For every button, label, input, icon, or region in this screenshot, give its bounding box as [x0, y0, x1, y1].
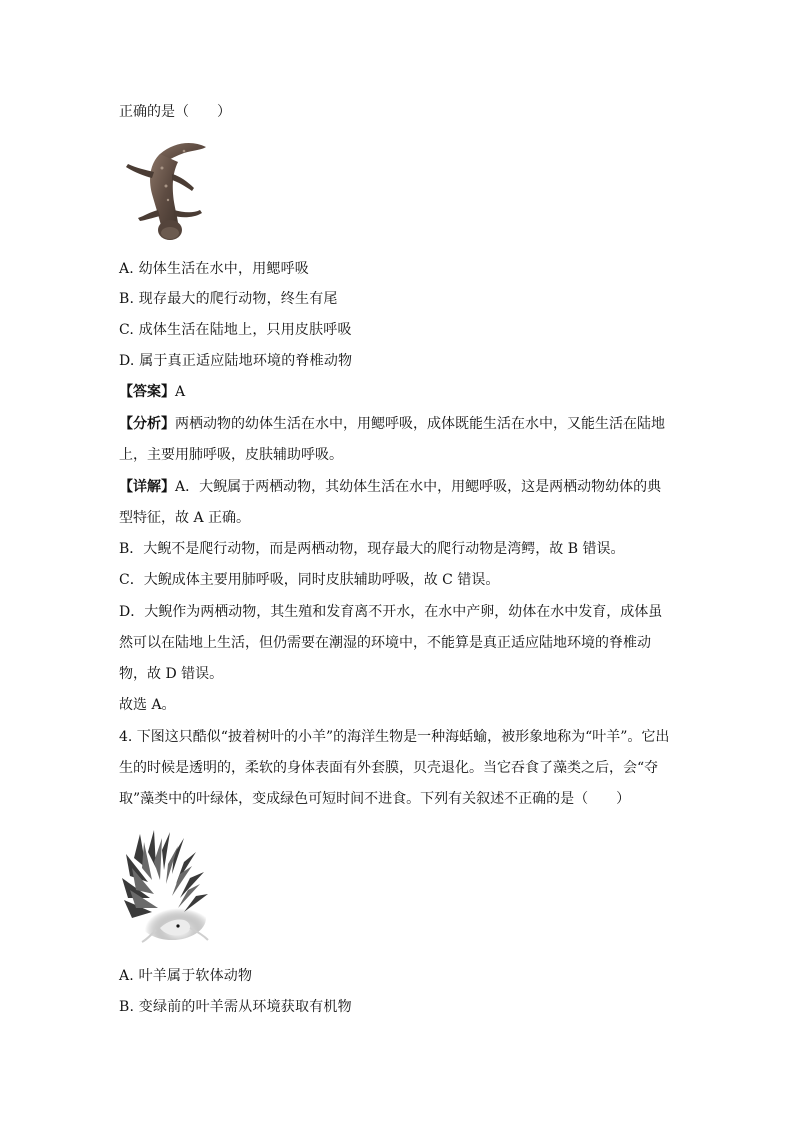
q3-option-d: D. 属于真正适应陆地环境的脊椎动物: [119, 353, 353, 369]
q3-conclusion: 故选 A。: [119, 697, 176, 713]
q4-stem-line-2: 生的时候是透明的，柔软的身体表面有外套膜，贝壳退化。当它吞食了藻类之后，会“夺: [119, 760, 659, 776]
q3-analysis-line-1: [119, 414, 665, 434]
q3-option-a: A. 幼体生活在水中，用鳃呼吸: [119, 261, 310, 277]
q3-detail-line-3: B．大鲵不是爬行动物，而是两栖动物，现存最大的爬行动物是湾鳄，故 B 错误。: [119, 541, 625, 557]
q3-detail-line-2: 型特征，故 A 正确。: [119, 510, 251, 526]
q3-detail-line-6: 然可以在陆地上生活，但仍需要在潮湿的环境中，不能算是真正适应陆地环境的脊椎动: [119, 635, 651, 651]
detail-text: A．大鲵属于两栖动物，其幼体生活在水中，用鳃呼吸，这是两栖动物幼体的典: [175, 479, 662, 495]
q3-detail-line-4: C．大鲵成体主要用肺呼吸，同时皮肤辅助呼吸，故 C 错误。: [119, 572, 500, 588]
q4-stem-line-3: 取”藻类中的叶绿体，变成绿色可短时间不进食。下列有关叙述不正确的是（ ）: [119, 791, 631, 807]
q3-analysis-line-2: 上，主要用肺呼吸，皮肤辅助呼吸。: [119, 447, 343, 463]
q3-detail-line-5: D．大鲵作为两栖动物，其生殖和发育离不开水，在水中产卵，幼体在水中发育，成体虽: [119, 604, 663, 620]
q3-detail-line-1: [119, 477, 661, 497]
answer-tag: 【答案】: [119, 384, 175, 400]
q4-stem-line-1: 4. 下图这只酷似“披着树叶的小羊”的海洋生物是一种海蛞蝓，被形象地称为“叶羊”。它出: [119, 729, 670, 745]
q3-stem-tail: 正确的是（ ）: [119, 104, 231, 120]
q3-option-b: B. 现存最大的爬行动物，终生有尾: [119, 291, 338, 307]
analysis-text: 两栖动物的幼体生活在水中，用鳃呼吸，成体既能生活在水中，又能生活在陆地: [175, 416, 665, 432]
analysis-tag: 【分析】: [119, 416, 175, 432]
answer-value: A: [175, 384, 186, 400]
q3-detail-line-7: 物，故 D 错误。: [119, 666, 224, 682]
sea-slug-image: [120, 828, 212, 946]
q3-option-c: C. 成体生活在陆地上，只用皮肤呼吸: [119, 322, 352, 338]
detail-tag: 【详解】: [119, 479, 175, 495]
q4-option-a: A. 叶羊属于软体动物: [119, 968, 253, 984]
q4-option-b: B. 变绿前的叶羊需从环境获取有机物: [119, 999, 352, 1015]
salamander-image: [122, 138, 210, 244]
q3-answer: [119, 382, 185, 402]
